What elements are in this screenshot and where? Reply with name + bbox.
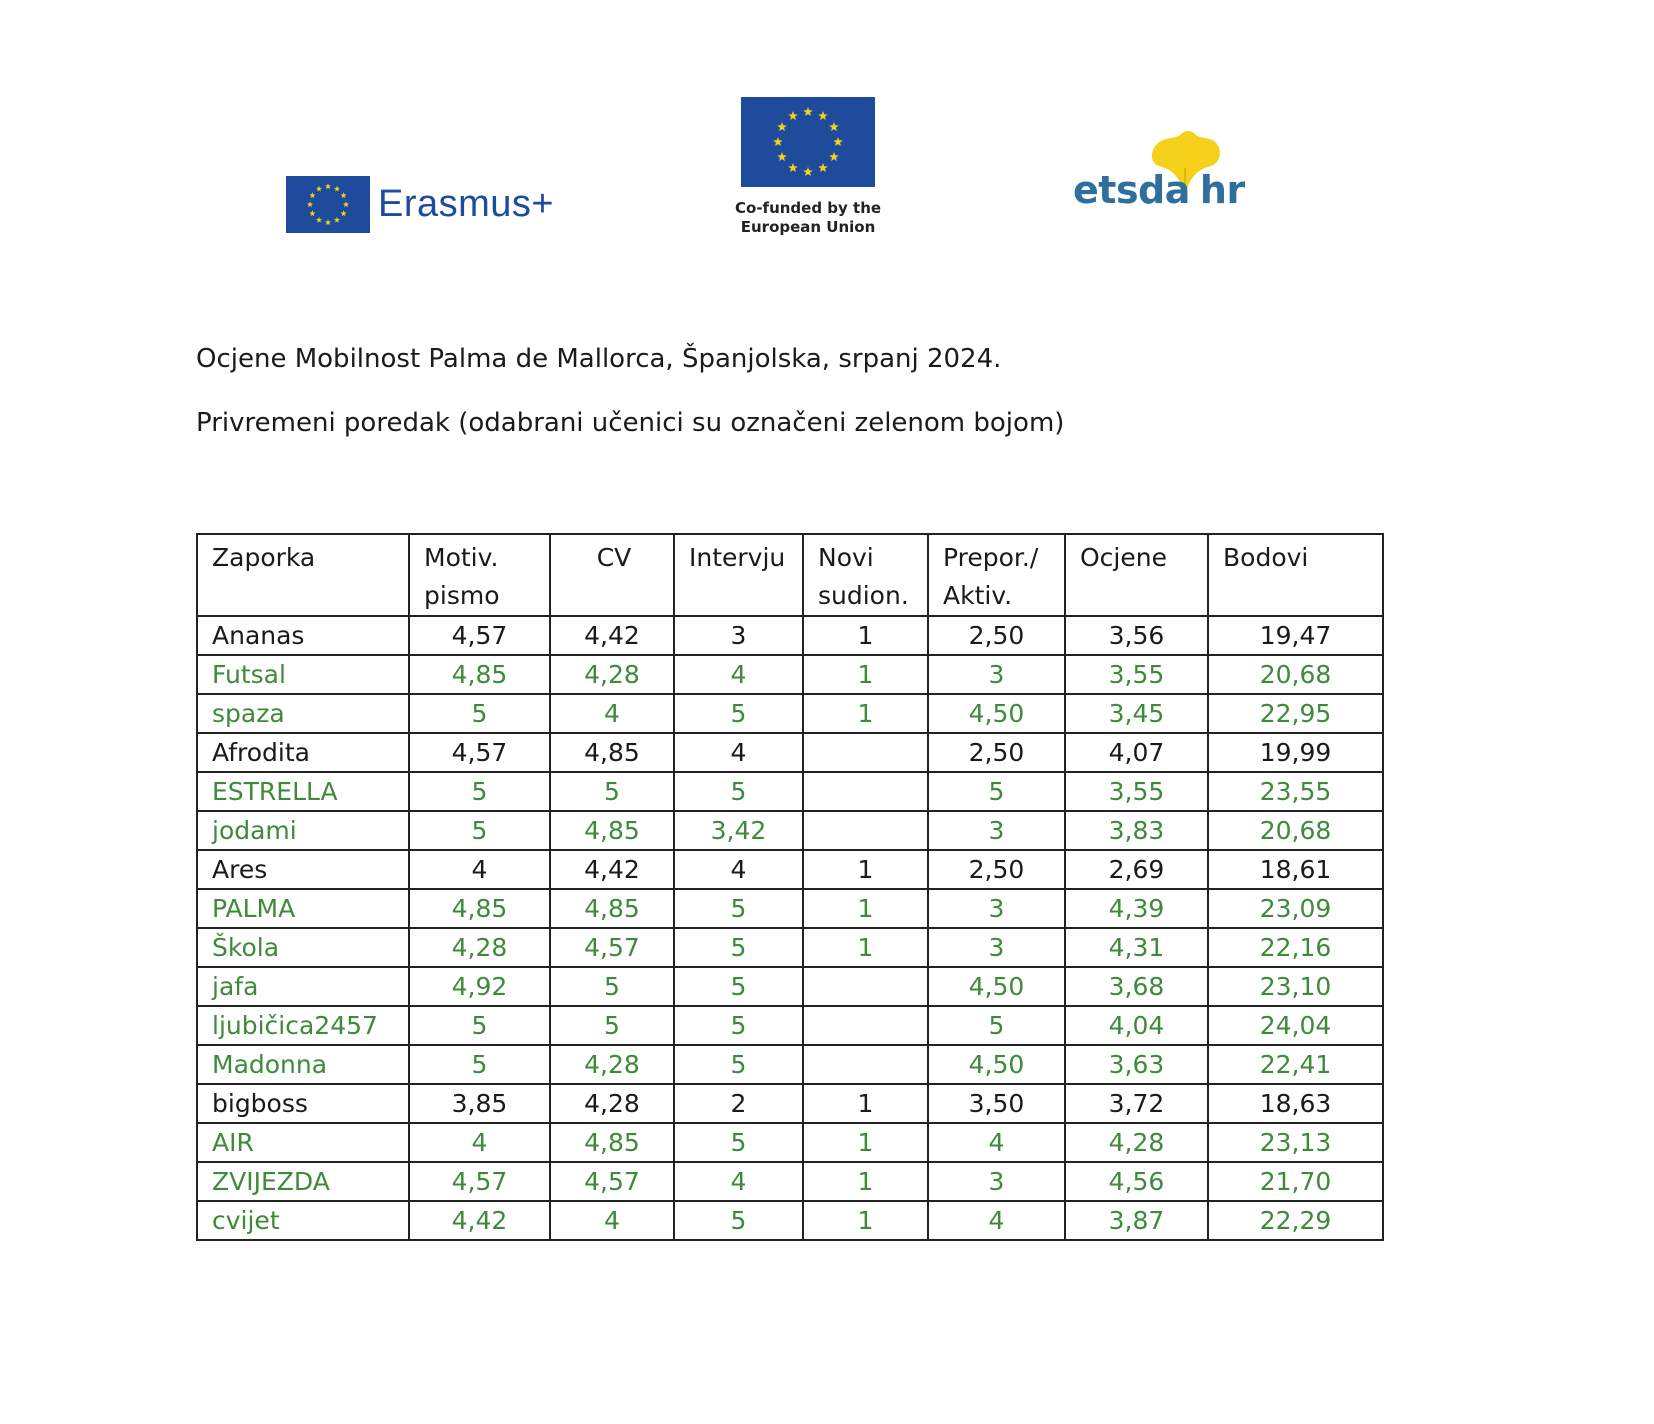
cell-score <box>803 811 928 850</box>
cell-password: spaza <box>197 694 409 733</box>
cell-score: 4,39 <box>1065 889 1208 928</box>
cell-score: 3,87 <box>1065 1201 1208 1240</box>
cell-score: 4,85 <box>409 655 550 694</box>
etsda-logo-text <box>1073 168 1245 212</box>
cell-score: 19,47 <box>1208 616 1383 655</box>
eu-cofunded-text <box>735 199 881 237</box>
cell-score: 4,85 <box>550 889 674 928</box>
cell-score <box>803 967 928 1006</box>
cell-score: 23,09 <box>1208 889 1383 928</box>
cell-password: ljubičica2457 <box>197 1006 409 1045</box>
cell-score: 4,07 <box>1065 733 1208 772</box>
cell-score: 5 <box>674 1045 803 1084</box>
cell-score: 23,55 <box>1208 772 1383 811</box>
etsda-suffix-text: hr <box>1199 168 1245 212</box>
cell-password: ESTRELLA <box>197 772 409 811</box>
cell-score: 4 <box>674 850 803 889</box>
column-header <box>197 534 409 616</box>
cell-password: Afrodita <box>197 733 409 772</box>
cell-score: 4,28 <box>409 928 550 967</box>
table-row <box>197 811 1383 850</box>
cell-score: 4,31 <box>1065 928 1208 967</box>
cell-score: 22,29 <box>1208 1201 1383 1240</box>
column-header <box>550 534 674 616</box>
cell-score <box>803 1006 928 1045</box>
table-row <box>197 655 1383 694</box>
table-body <box>197 616 1383 1240</box>
scores-table <box>196 533 1384 1241</box>
eu-text-line2: European Union <box>740 218 876 236</box>
cell-score: 20,68 <box>1208 655 1383 694</box>
cell-score: 4,57 <box>409 616 550 655</box>
cell-score: 4 <box>550 1201 674 1240</box>
flag-star <box>829 152 839 161</box>
cell-score: 5 <box>674 1201 803 1240</box>
document-subtitle: Privremeni poredak (odabrani učenici su označeni zelenom bojom) <box>196 408 1065 438</box>
column-header-line: Bodovi <box>1223 543 1309 572</box>
cell-password: Futsal <box>197 655 409 694</box>
cell-score: 3,85 <box>409 1084 550 1123</box>
column-header <box>1065 534 1208 616</box>
cell-score: 2 <box>674 1084 803 1123</box>
flag-star <box>307 201 313 207</box>
cell-score: 3 <box>928 928 1065 967</box>
cell-score: 5 <box>550 967 674 1006</box>
cell-score: 18,63 <box>1208 1084 1383 1123</box>
cell-score: 4,28 <box>550 1084 674 1123</box>
cell-score: 4,50 <box>928 967 1065 1006</box>
cell-score: 4 <box>674 733 803 772</box>
cell-score: 4,85 <box>409 889 550 928</box>
column-header-line: pismo <box>424 581 500 610</box>
cell-score: 5 <box>409 772 550 811</box>
table-row <box>197 850 1383 889</box>
cell-score: 4,50 <box>928 694 1065 733</box>
cell-score: 5 <box>409 1045 550 1084</box>
cell-score: 3,63 <box>1065 1045 1208 1084</box>
column-header-line: Zaporka <box>212 543 316 572</box>
cell-score: 4,28 <box>550 1045 674 1084</box>
column-header <box>928 534 1065 616</box>
cell-score: 1 <box>803 616 928 655</box>
cell-score: 1 <box>803 694 928 733</box>
cell-score: 4,28 <box>1065 1123 1208 1162</box>
cell-score: 1 <box>803 928 928 967</box>
cell-score: 2,50 <box>928 850 1065 889</box>
cell-score: 1 <box>803 850 928 889</box>
flag-star <box>309 192 315 198</box>
cell-score: 3 <box>928 655 1065 694</box>
flag-star <box>316 217 322 223</box>
cell-score: 1 <box>803 1123 928 1162</box>
flag-star <box>803 107 813 116</box>
eu-flag-icon <box>741 97 875 187</box>
cell-score: 2,50 <box>928 616 1065 655</box>
cell-score: 2,69 <box>1065 850 1208 889</box>
cell-score: 4,85 <box>550 733 674 772</box>
table-header-row <box>197 534 1383 616</box>
table-row <box>197 616 1383 655</box>
flag-star <box>818 111 828 120</box>
table-row <box>197 694 1383 733</box>
column-header <box>803 534 928 616</box>
flag-star <box>334 186 340 192</box>
cell-score: 3,50 <box>928 1084 1065 1123</box>
cell-password: PALMA <box>197 889 409 928</box>
cell-password: Madonna <box>197 1045 409 1084</box>
eu-flag-icon <box>286 176 370 233</box>
cell-score: 5 <box>409 1006 550 1045</box>
cell-score: 24,04 <box>1208 1006 1383 1045</box>
cell-score: 5 <box>674 772 803 811</box>
cell-score: 4,85 <box>550 811 674 850</box>
cell-score: 4 <box>409 1123 550 1162</box>
flag-star <box>788 111 798 120</box>
table-row <box>197 967 1383 1006</box>
etsda-main-text: etsda <box>1073 168 1190 212</box>
column-header-line: sudion. <box>818 581 909 610</box>
flag-star <box>316 186 322 192</box>
flag-star <box>788 163 798 172</box>
column-header-line: Intervju <box>689 543 786 572</box>
cell-score: 4,56 <box>1065 1162 1208 1201</box>
document-title: Ocjene Mobilnost Palma de Mallorca, Španjolska, srpanj 2024. <box>196 344 1002 374</box>
cell-score: 3,56 <box>1065 616 1208 655</box>
cell-score: 4 <box>550 694 674 733</box>
cell-score: 5 <box>674 967 803 1006</box>
cell-score: 23,10 <box>1208 967 1383 1006</box>
column-header <box>674 534 803 616</box>
cell-score: 4,50 <box>928 1045 1065 1084</box>
cell-score: 4,28 <box>550 655 674 694</box>
flag-star <box>325 183 331 189</box>
cell-score: 19,99 <box>1208 733 1383 772</box>
etsda-logo <box>1073 128 1245 218</box>
table-row <box>197 1084 1383 1123</box>
cell-score <box>803 733 928 772</box>
cell-score: 5 <box>409 811 550 850</box>
table-row <box>197 772 1383 811</box>
cell-score: 22,95 <box>1208 694 1383 733</box>
table-row <box>197 1123 1383 1162</box>
cell-score: 4,57 <box>550 1162 674 1201</box>
cell-score: 22,16 <box>1208 928 1383 967</box>
cell-score: 3,45 <box>1065 694 1208 733</box>
flag-star <box>341 192 347 198</box>
cell-score: 3 <box>928 811 1065 850</box>
cell-score: 3,55 <box>1065 772 1208 811</box>
cell-password: ZVIJEZDA <box>197 1162 409 1201</box>
cell-score: 4 <box>928 1123 1065 1162</box>
column-header-line: Aktiv. <box>943 581 1013 610</box>
column-header-line: Prepor./ <box>943 543 1039 572</box>
cell-score: 3,72 <box>1065 1084 1208 1123</box>
cell-score: 4,57 <box>550 928 674 967</box>
eu-cofunded-logo <box>735 97 881 237</box>
erasmus-logo <box>286 176 554 233</box>
cell-score: 1 <box>803 1162 928 1201</box>
column-header-line: Ocjene <box>1080 543 1167 572</box>
cell-score: 4 <box>674 655 803 694</box>
table-row <box>197 1162 1383 1201</box>
cell-score: 4,92 <box>409 967 550 1006</box>
flag-star <box>325 219 331 225</box>
flag-star <box>343 201 349 207</box>
flag-star <box>334 217 340 223</box>
cell-password: bigboss <box>197 1084 409 1123</box>
cell-score: 4,42 <box>550 616 674 655</box>
cell-password: Ares <box>197 850 409 889</box>
cell-score: 20,68 <box>1208 811 1383 850</box>
table-row <box>197 1006 1383 1045</box>
cell-score: 1 <box>803 655 928 694</box>
flag-star <box>803 167 813 176</box>
flag-star <box>777 122 787 131</box>
cell-password: jodami <box>197 811 409 850</box>
cell-score: 5 <box>674 928 803 967</box>
table-row <box>197 1045 1383 1084</box>
table-row <box>197 928 1383 967</box>
cell-score: 5 <box>409 694 550 733</box>
flag-star <box>818 163 828 172</box>
cell-password: AIR <box>197 1123 409 1162</box>
erasmus-logo-text: Erasmus+ <box>378 183 555 225</box>
cell-score: 1 <box>803 1084 928 1123</box>
eu-text-line1: Co-funded by the <box>735 199 882 217</box>
cell-score: 23,13 <box>1208 1123 1383 1162</box>
cell-score: 5 <box>928 772 1065 811</box>
table-row <box>197 733 1383 772</box>
flag-star <box>341 210 347 216</box>
cell-score: 2,50 <box>928 733 1065 772</box>
cell-score: 4 <box>409 850 550 889</box>
cell-score: 5 <box>550 1006 674 1045</box>
flag-star <box>773 137 783 146</box>
cell-score: 5 <box>928 1006 1065 1045</box>
cell-score: 4,85 <box>550 1123 674 1162</box>
cell-score: 1 <box>803 1201 928 1240</box>
column-header-line: CV <box>596 543 632 572</box>
cell-score <box>803 772 928 811</box>
cell-score: 4,57 <box>409 1162 550 1201</box>
cell-score: 4,42 <box>409 1201 550 1240</box>
cell-score: 5 <box>674 889 803 928</box>
cell-score: 3,55 <box>1065 655 1208 694</box>
cell-score: 5 <box>674 694 803 733</box>
cell-score: 3 <box>928 1162 1065 1201</box>
flag-star <box>829 122 839 131</box>
column-header-line: Novi <box>818 543 874 572</box>
cell-score: 4,04 <box>1065 1006 1208 1045</box>
cell-score: 4,42 <box>550 850 674 889</box>
column-header <box>409 534 550 616</box>
column-header-line: Motiv. <box>424 543 499 572</box>
cell-score: 18,61 <box>1208 850 1383 889</box>
cell-score: 4,57 <box>409 733 550 772</box>
cell-password: jafa <box>197 967 409 1006</box>
cell-score: 1 <box>803 889 928 928</box>
column-header <box>1208 534 1383 616</box>
cell-score: 3,42 <box>674 811 803 850</box>
cell-score: 4 <box>928 1201 1065 1240</box>
flag-star <box>309 210 315 216</box>
cell-score: 3 <box>928 889 1065 928</box>
cell-score: 3,83 <box>1065 811 1208 850</box>
cell-score <box>803 1045 928 1084</box>
cell-password: Škola <box>197 928 409 967</box>
cell-score: 4 <box>674 1162 803 1201</box>
flag-star <box>833 137 843 146</box>
cell-score: 3 <box>674 616 803 655</box>
table-row <box>197 1201 1383 1240</box>
cell-score: 5 <box>550 772 674 811</box>
cell-score: 21,70 <box>1208 1162 1383 1201</box>
cell-password: Ananas <box>197 616 409 655</box>
cell-password: cvijet <box>197 1201 409 1240</box>
cell-score: 3,68 <box>1065 967 1208 1006</box>
cell-score: 5 <box>674 1006 803 1045</box>
cell-score: 5 <box>674 1123 803 1162</box>
cell-score: 22,41 <box>1208 1045 1383 1084</box>
flag-star <box>777 152 787 161</box>
table-row <box>197 889 1383 928</box>
